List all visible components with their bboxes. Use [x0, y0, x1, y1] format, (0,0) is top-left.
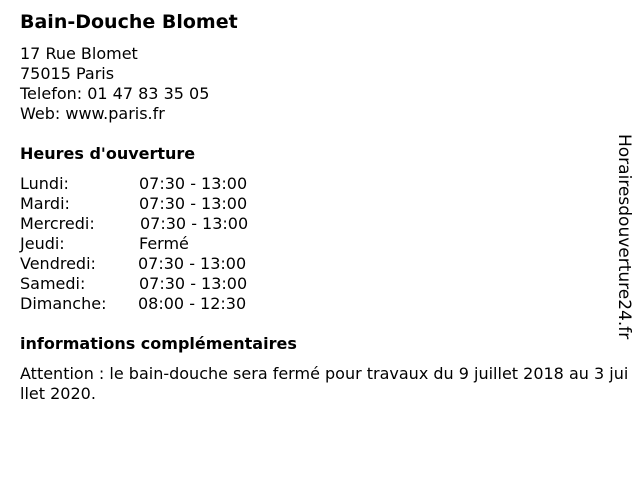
phone-number: Telefon: 01 47 83 35 05	[20, 84, 210, 103]
additional-info-heading: informations complémentaires	[20, 334, 297, 353]
day-label: Jeudi:	[20, 234, 65, 253]
time-value: 07:30 - 13:00	[139, 194, 248, 213]
time-value: 08:00 - 12:30	[138, 294, 247, 313]
hours-row-friday	[20, 254, 320, 274]
opening-hours-heading: Heures d'ouverture	[20, 144, 196, 163]
time-value: 07:30 - 13:00	[139, 274, 248, 293]
website: Web: www.paris.fr	[20, 104, 165, 123]
day-label: Lundi:	[20, 174, 69, 193]
hours-row-thursday	[20, 234, 320, 254]
time-value: 07:30 - 13:00	[139, 174, 248, 193]
time-value: 07:30 - 13:00	[138, 254, 247, 273]
hours-row-monday	[20, 174, 320, 194]
address-street: 17 Rue Blomet	[20, 44, 138, 63]
hours-row-sunday	[20, 294, 320, 314]
day-label: Samedi:	[20, 274, 86, 293]
business-name: Bain-Douche Blomet	[20, 11, 238, 33]
address-city: 75015 Paris	[20, 64, 115, 83]
hours-row-tuesday	[20, 194, 320, 214]
day-label: Dimanche:	[20, 294, 107, 313]
hours-row-saturday	[20, 274, 320, 294]
day-label: Vendredi:	[20, 254, 96, 273]
day-label: Mardi:	[20, 194, 70, 213]
watermark-text: Horairesdouverture24.fr	[614, 134, 634, 340]
time-value: Fermé	[139, 234, 189, 253]
day-label: Mercredi:	[20, 214, 95, 233]
closure-notice: Attention : le bain-douche sera fermé pour travaux du 9 juillet 2018 au 3 juillet 2020.	[20, 364, 629, 403]
hours-row-wednesday	[20, 214, 320, 234]
time-value: 07:30 - 13:00	[140, 214, 249, 233]
